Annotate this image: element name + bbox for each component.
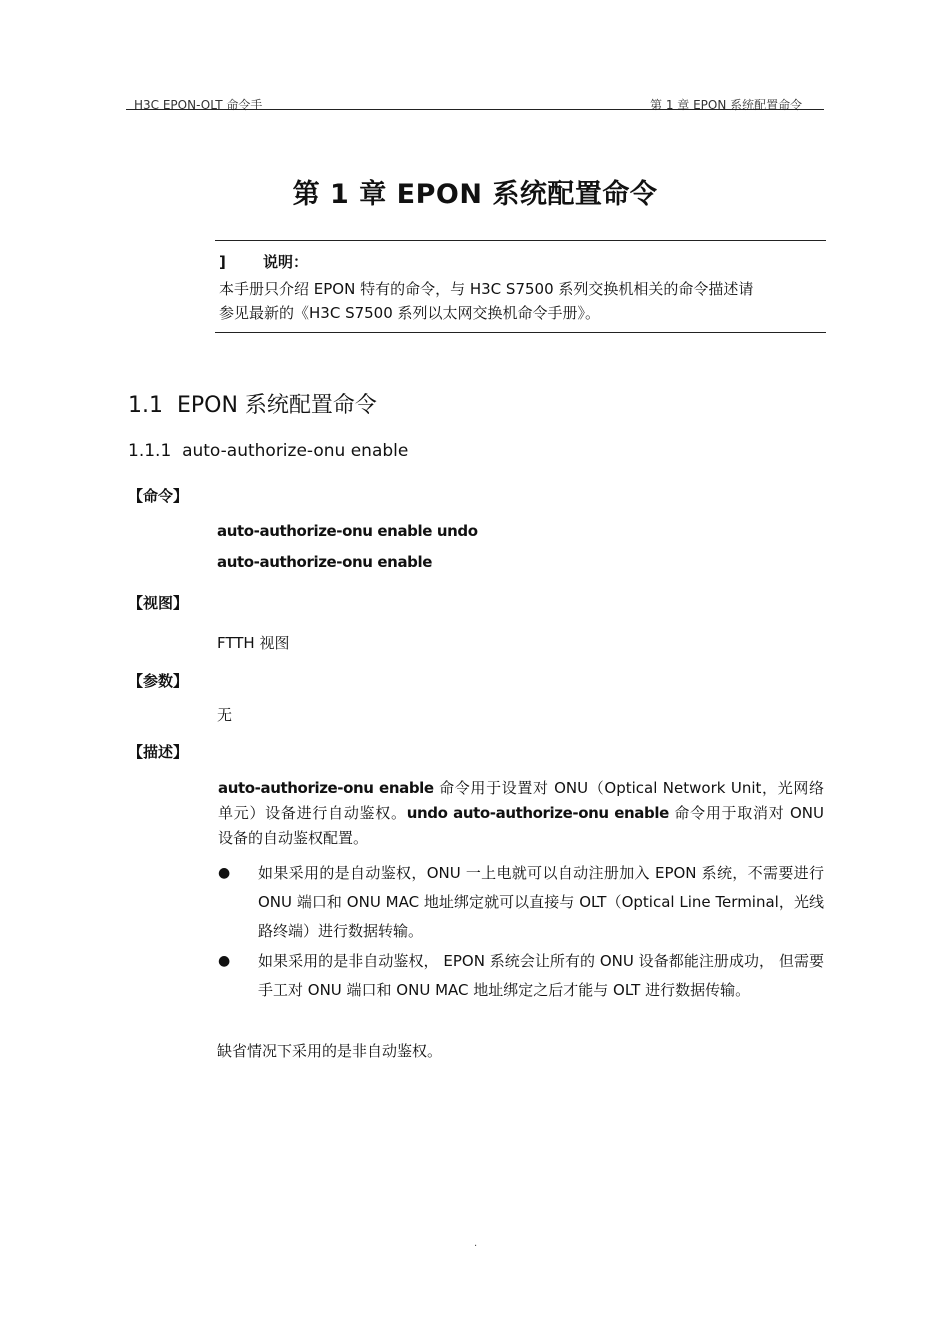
command-line-1: auto-authorize-onu enable undo bbox=[217, 522, 478, 540]
note-line-2: 参见最新的《H3C S7500 系列以太网交换机命令手册》。 bbox=[219, 304, 601, 322]
note-icon: ] bbox=[219, 253, 226, 271]
desc-text-1: 命令用于设置对 ONU（Optical Network Unit，光网络单元）设备进行自动鉴权。 bbox=[218, 779, 824, 822]
label-params: 【参数】 bbox=[128, 672, 189, 690]
params-text: 无 bbox=[217, 706, 233, 724]
chapter-title: 第 1 章 EPON 系统配置命令 bbox=[292, 179, 658, 210]
description-paragraph bbox=[218, 776, 824, 851]
section-number: 1.1 bbox=[128, 393, 163, 418]
note-bottom-rule bbox=[215, 332, 826, 333]
desc-text-2: 命令用于取消对 ONU 设备的自动鉴权配置。 bbox=[218, 804, 824, 847]
label-command: 【命令】 bbox=[128, 487, 189, 505]
view-text: FTTH 视图 bbox=[217, 634, 290, 652]
desc-command-1: auto-authorize-onu enable bbox=[218, 779, 434, 797]
running-header-left: H3C EPON-OLT 命令手 bbox=[134, 98, 263, 112]
footer-mark: . bbox=[474, 1238, 478, 1249]
bullet-item-1: 如果采用的是自动鉴权，ONU 一上电就可以自动注册加入 EPON 系统，不需要进行 ONU 端口和 ONU MAC 地址绑定就可以直接与 OLT（Optical Line Terminal，光线路终端）进行数据转输。 bbox=[258, 864, 824, 940]
note-top-rule bbox=[215, 240, 826, 241]
default-text: 缺省情况下采用的是非自动鉴权。 bbox=[217, 1042, 443, 1060]
subsection-number: 1.1.1 bbox=[128, 441, 172, 461]
bullet-item-2: 如果采用的是非自动鉴权， EPON 系统会让所有的 ONU 设备都能注册成功， 但需要手工对 ONU 端口和 ONU MAC 地址绑定之后才能与 OLT 进行数据传输。 bbox=[258, 952, 824, 999]
note-label bbox=[219, 251, 308, 272]
section-heading bbox=[128, 388, 377, 419]
note-line-1: 本手册只介绍 EPON 特有的命令，与 H3C S7500 系列交换机相关的命令描述请 bbox=[219, 280, 754, 298]
section-title: EPON 系统配置命令 bbox=[177, 393, 377, 418]
note-label-text: 说明： bbox=[263, 253, 309, 271]
label-description: 【描述】 bbox=[128, 743, 189, 761]
desc-command-2: undo auto-authorize-onu enable bbox=[406, 804, 669, 822]
bullet-icon: ● bbox=[218, 953, 231, 969]
bullet-icon: ● bbox=[218, 865, 231, 881]
command-line-2: auto-authorize-onu enable bbox=[217, 553, 433, 571]
subsection-title: auto-authorize-onu enable bbox=[182, 441, 409, 461]
note-text bbox=[219, 277, 819, 325]
subsection-heading bbox=[128, 441, 408, 461]
running-header-right: 第 1 章 EPON 系统配置命令 bbox=[650, 98, 803, 112]
label-view: 【视图】 bbox=[128, 594, 189, 612]
header-rule bbox=[126, 109, 824, 110]
